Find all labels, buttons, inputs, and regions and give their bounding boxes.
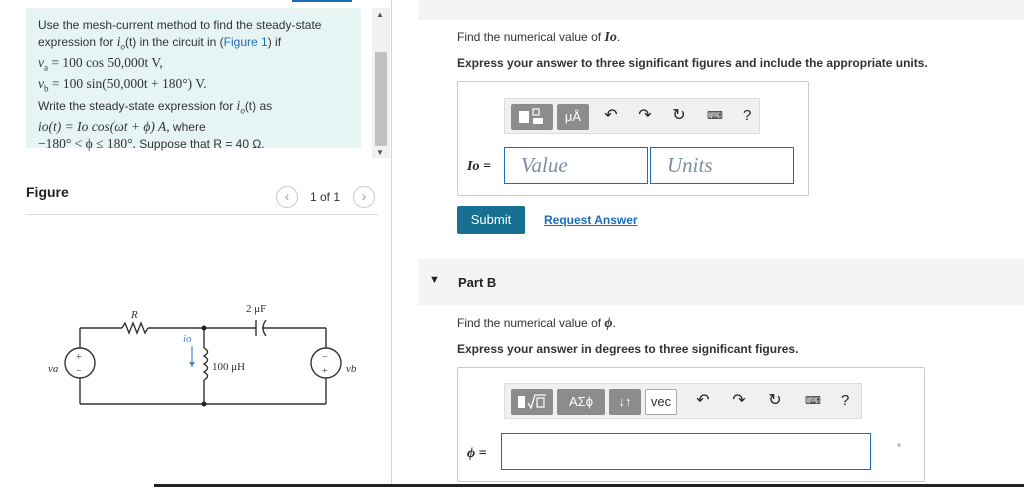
part-b-toolbar [504,383,862,419]
part-b-title: Part B [458,275,497,290]
tab-indicator [292,0,352,2]
phi-field-label: ϕ = [467,446,487,461]
problem-scrollbar[interactable] [372,8,390,158]
part-a-instructions: Express your answer to three significant figures and include the appropriate units. [457,56,928,70]
figure-pager: 1 of 1 [310,190,341,204]
submit-button[interactable]: Submit [457,206,525,234]
vb-label: vb [346,363,357,375]
units-button[interactable]: μÅ [557,104,589,130]
va-label: va [48,363,59,375]
io-label: io [183,333,192,345]
problem-line-6: io(t) = Io cos(ωt + ϕ) A, where [38,119,206,135]
circuit-diagram [40,296,370,416]
part-a-toolbar [504,98,760,134]
va-plus: + [76,352,82,363]
resistor-label: R [131,309,138,321]
vb-equation: $v_b = 100$ sin(50,000t + 180°) V. [38,76,207,95]
vb-plus: + [322,366,328,377]
scroll-up-icon[interactable]: ▲ [376,10,384,19]
help-button[interactable]: ? [841,392,850,409]
part-b-answer-box [457,367,925,482]
radical-button[interactable] [511,389,553,415]
va-equation: $v_a = 100$ cos 50,000t V, [38,54,163,73]
prev-figure-button[interactable]: ‹ [276,186,298,208]
node-bottom [202,402,207,407]
template-icon [517,108,547,126]
reset-icon[interactable]: ↻ [672,107,686,124]
capacitor-label: 2 μF [246,303,267,315]
part-b-header[interactable] [418,259,1024,305]
arrows-button[interactable]: ↓↑ [609,389,641,415]
problem-line-1: Use the mesh-current method to find the steady-state [38,18,322,32]
template-button[interactable] [511,104,553,130]
phi-input[interactable] [501,433,871,470]
keyboard-icon[interactable]: ⌨ [805,395,821,407]
next-figure-button[interactable]: › [353,186,375,208]
vec-button[interactable]: vec [645,389,677,415]
degree-unit: ° [897,443,901,454]
redo-icon[interactable]: ↷ [732,392,746,409]
redo-icon[interactable]: ↷ [638,107,652,124]
problem-line-5: Write the steady-state expression for $i_o(t)$ as [38,97,273,116]
help-button[interactable]: ? [743,107,752,124]
figure-divider [26,214,378,215]
io-field-label: Io = [467,159,491,174]
inductor-label: 100 μH [212,361,246,373]
radical-icon [516,393,548,411]
part-b-instructions: Express your answer in degrees to three significant figures. [457,342,799,356]
problem-line-7: −180° < ϕ ≤ 180°. Suppose that R = 40 Ω. [38,135,265,151]
problem-statement [26,8,361,151]
collapse-caret-icon[interactable]: ▼ [429,274,440,286]
value-input[interactable]: Value [504,147,648,184]
part-a-answer-box [457,81,809,196]
problem-line-2: expression for $i_o(t)$ in the circuit in (Figure 1) if [38,33,282,52]
current-arrowhead [189,362,195,367]
part-a-header [418,0,1024,20]
keyboard-icon[interactable]: ⌨ [707,110,723,122]
answer-pane [392,0,1024,487]
part-a-prompt: Find the numerical value of Io. [457,30,621,45]
va-minus: − [76,366,82,377]
problem-pane [0,0,372,487]
node-top [202,326,207,331]
figure-title: Figure [26,184,69,200]
vb-minus: − [322,352,328,363]
scroll-down-icon[interactable]: ▼ [376,148,384,157]
scroll-thumb[interactable] [375,52,387,146]
figure-link[interactable]: Figure 1 [223,34,268,49]
part-b-prompt: Find the numerical value of ϕ. [457,316,616,331]
undo-icon[interactable]: ↶ [696,392,710,409]
reset-icon[interactable]: ↻ [768,392,782,409]
undo-icon[interactable]: ↶ [604,107,618,124]
greek-button[interactable]: ΑΣϕ [557,389,605,415]
request-answer-link[interactable]: Request Answer [544,213,638,227]
units-input[interactable]: Units [650,147,794,184]
